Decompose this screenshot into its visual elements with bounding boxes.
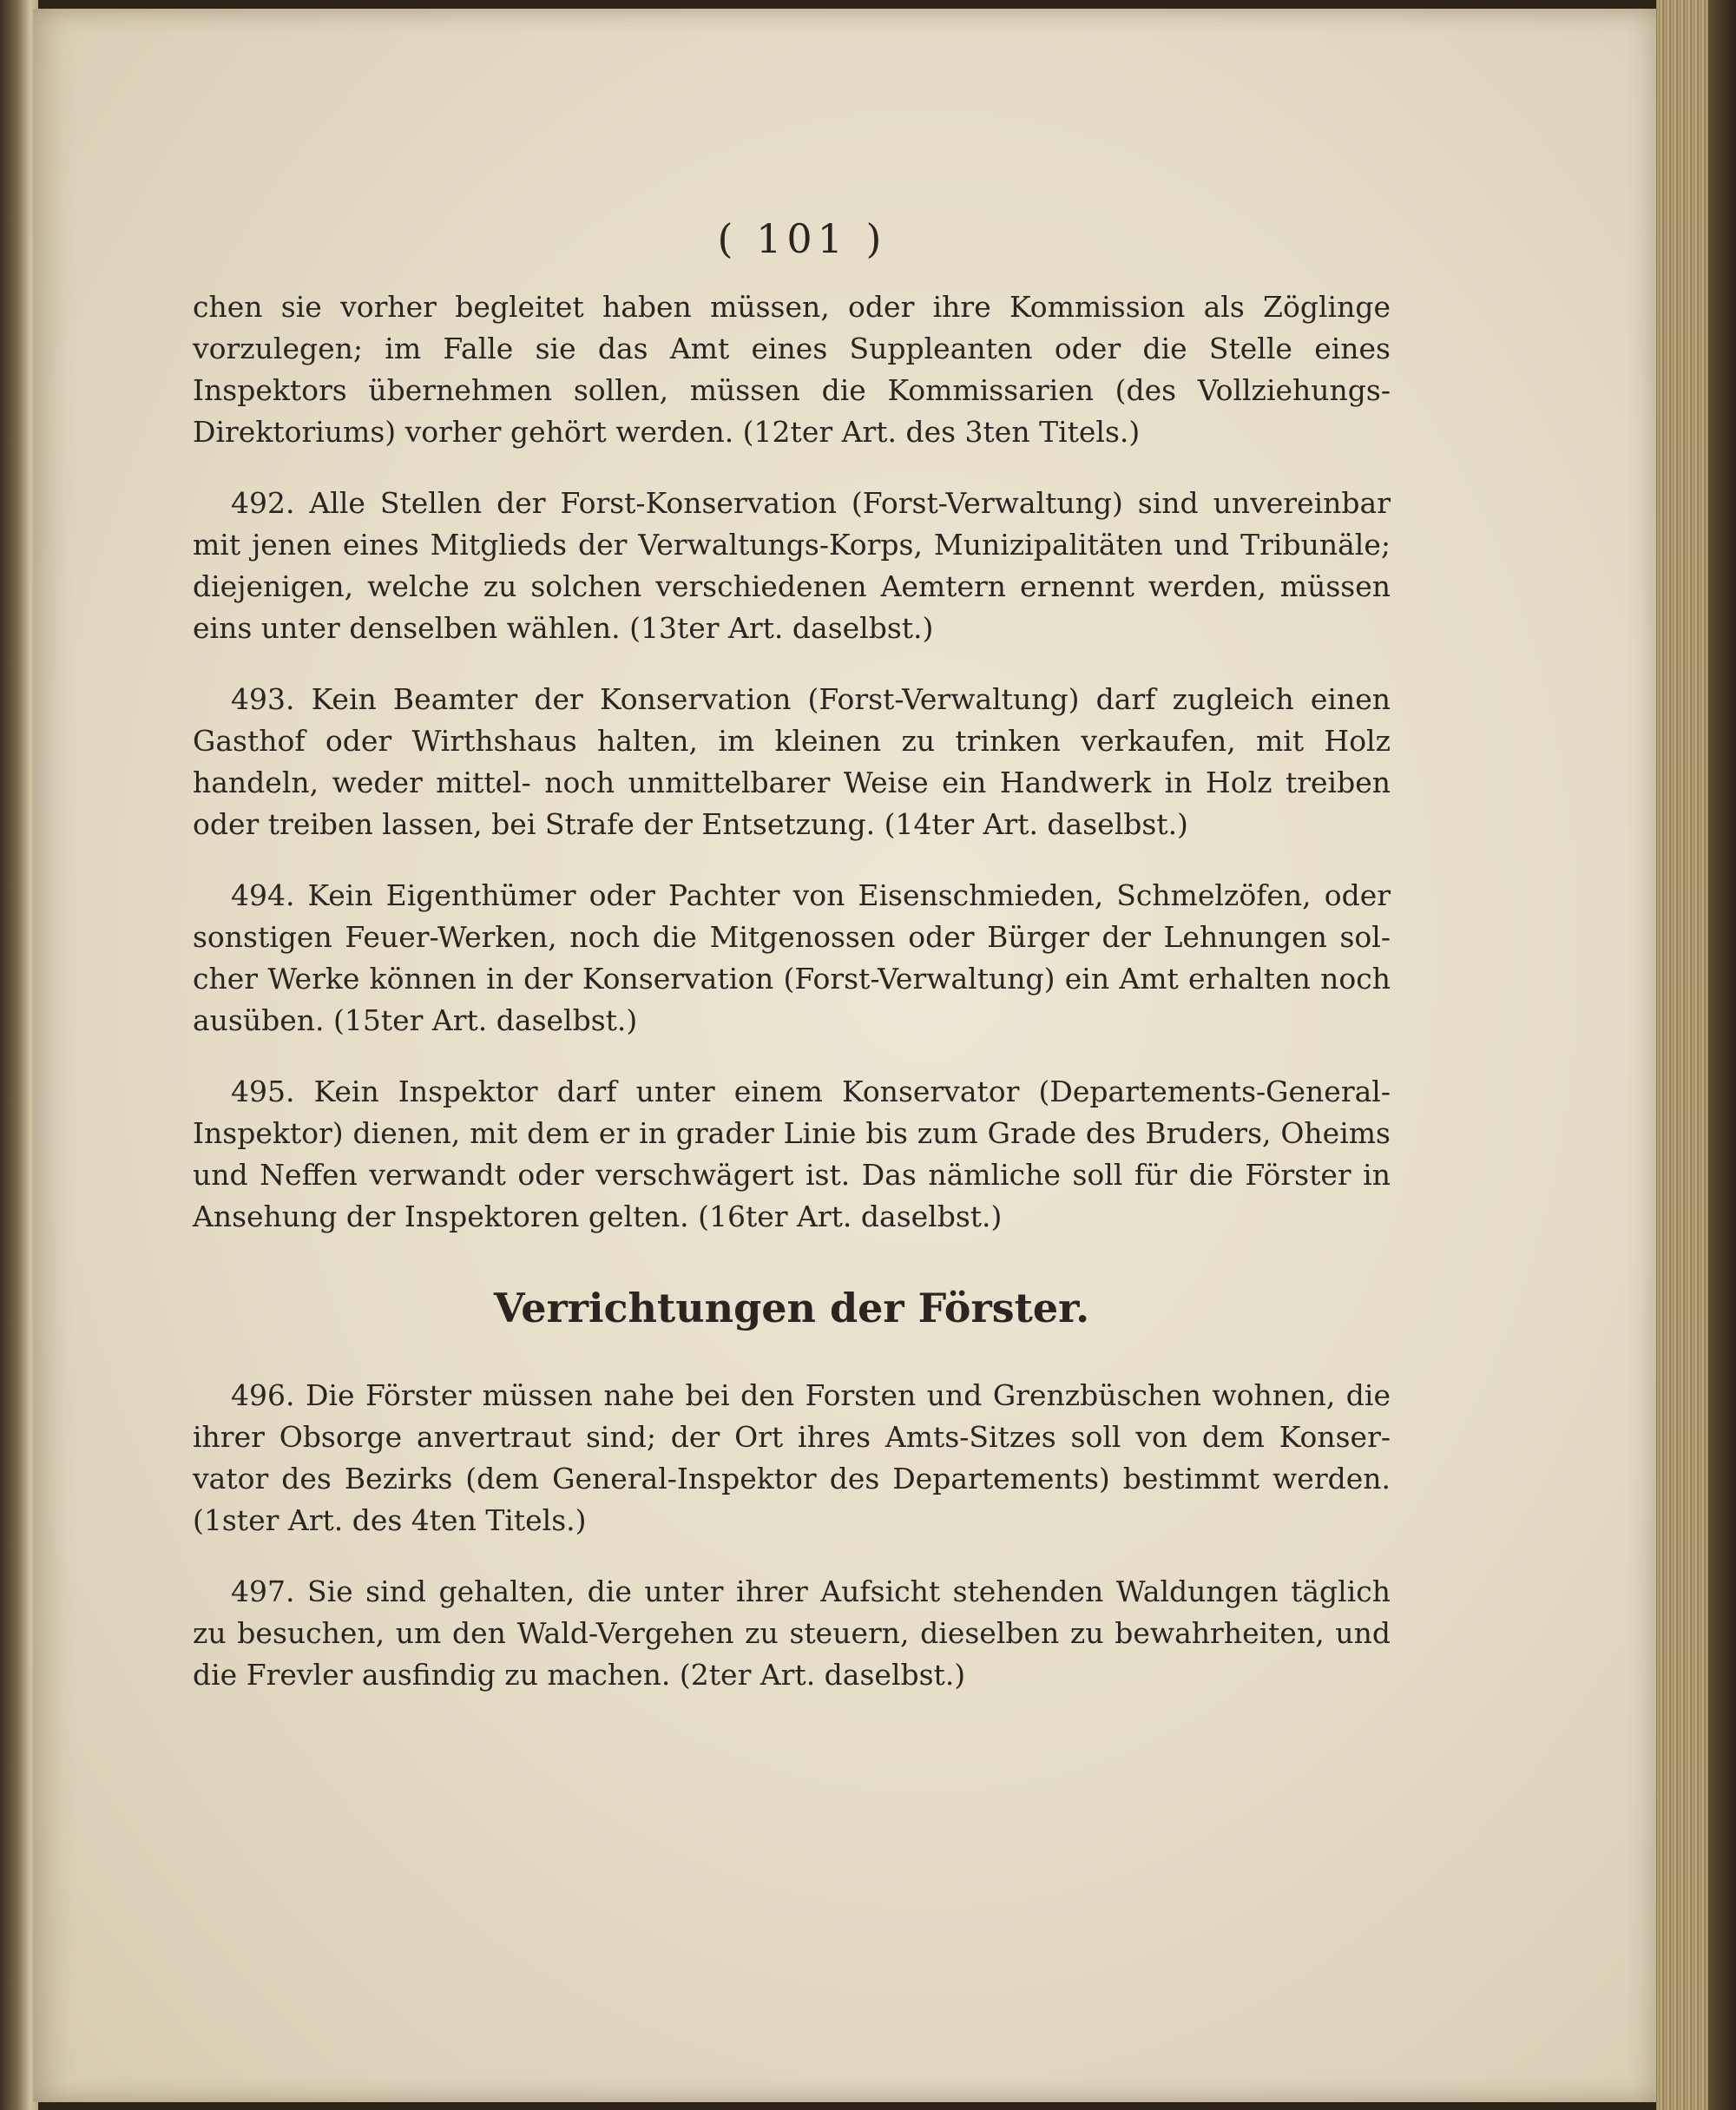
page-number: ( 101 ) <box>717 215 887 262</box>
paragraph-497-text: 497. Sie sind gehalten, die unter ihrer Aufsicht stehenden Waldungen täglich zu besuchen, um den Wald-Vergehen zu steuern, dieselben zu bewahrheiten, und die Frevler ausfindig zu machen. (2ter Art. daselbst.) <box>193 1574 1391 1692</box>
paragraph-continuation: chen sie vorher begleitet haben müssen, oder ihre Kommission als Zöglinge vorzulegen; im Falle sie das Amt eines Suppleanten oder die Stelle eines Inspektors übernehmen sollen, müssen die Kommissarien (des Vollziehungs-Direktoriums) vorher gehört werden. (12ter Art. des 3ten Titels.) <box>193 290 1391 449</box>
paragraph-496-text: 496. Die Förster müssen nahe bei den Forsten und Grenzbüschen wohnen, die ihrer Obsorge anvertraut sind; der Ort ihres Amts-Sitzes soll von dem Konservator des Bezirks (dem General-Inspektor des Departements) bestimmt werden. (1ster Art. des 4ten Titels.) <box>193 1378 1391 1537</box>
paragraph-493 <box>193 679 1391 845</box>
paragraph-494 <box>193 875 1391 1042</box>
text-block <box>193 208 1391 1725</box>
paragraph-496 <box>193 1375 1391 1541</box>
paragraph-492 <box>193 483 1391 649</box>
paragraph-497 <box>193 1571 1391 1696</box>
paragraph-495 <box>193 1071 1391 1238</box>
paragraph-494-text: 494. Kein Eigenthümer oder Pachter von Eisenschmieden, Schmelzöfen, oder sonstigen Feuer-Werken, noch die Mitgenossen oder Bürger der Lehnungen solcher Werke können in der Konservation (Forst-Verwaltung) ein Amt erhalten noch ausüben. (15ter Art. daselbst.) <box>193 878 1391 1037</box>
page-edges <box>1656 0 1736 2110</box>
section-heading: Verrichtungen der Förster. <box>493 1285 1090 1331</box>
paragraph-493-text: 493. Kein Beamter der Konservation (Forst-Verwaltung) darf zugleich einen Gasthof oder Wirthshaus halten, im kleinen zu trinken verkaufen, mit Holz handeln, weder mittel- noch unmittelbarer Weise ein Handwerk in Holz treiben oder treiben lassen, bei Strafe der Entsetzung. (14ter Art. daselbst.) <box>193 682 1391 841</box>
paragraph-495-text: 495. Kein Inspektor darf unter einem Konservator (Departements-General-Inspektor) dienen, mit dem er in grader Linie bis zum Grade des Bruders, Oheims und Neffen verwandt oder verschwägert ist. Das nämliche soll für die Förster in Ansehung der Inspektoren gelten. (16ter Art. daselbst.) <box>193 1075 1391 1233</box>
paragraph-492-text: 492. Alle Stellen der Forst-Konservation (Forst-Verwaltung) sind unvereinbar mit jenen eines Mitglieds der Verwaltungs-Korps, Munizipalitäten und Tribunäle; diejenigen, welche zu solchen verschiedenen Aemtern ernennt werden, müssen eins unter denselben wählen. (13ter Art. daselbst.) <box>193 486 1391 645</box>
